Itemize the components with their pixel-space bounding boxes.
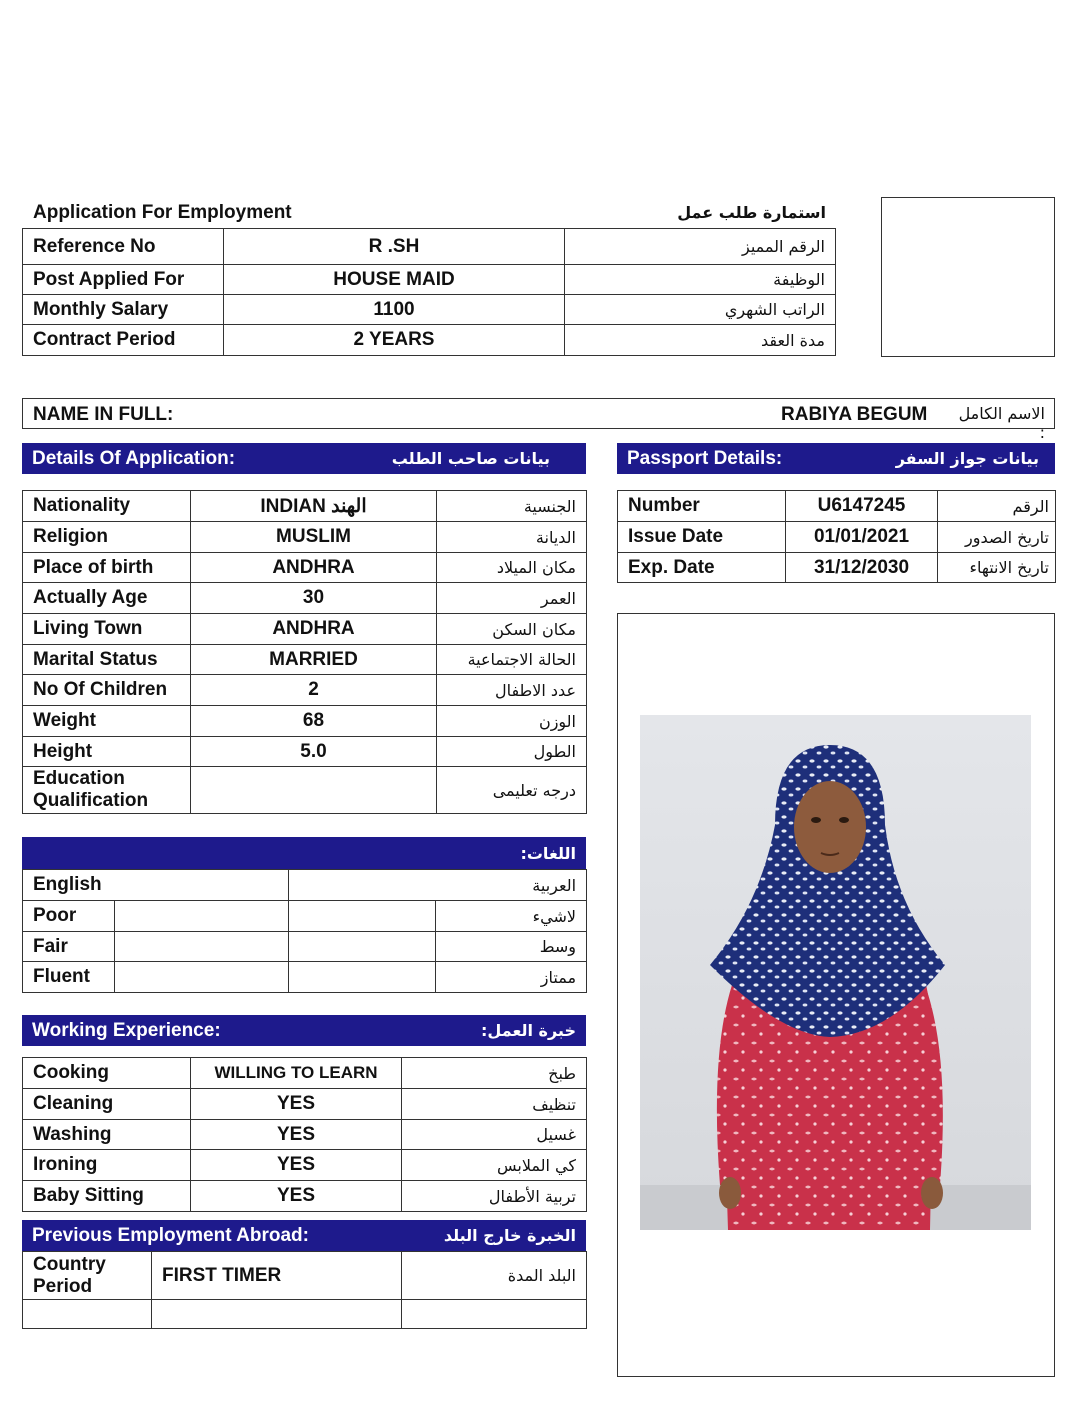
value-cell: YES bbox=[191, 1150, 402, 1181]
table-row bbox=[23, 1181, 587, 1212]
label-cell: Contract Period bbox=[23, 325, 224, 356]
abroad-label-line1: Country bbox=[33, 1253, 106, 1275]
abroad-table bbox=[22, 1251, 587, 1329]
table-row bbox=[23, 265, 836, 295]
value-cell: 01/01/2021 bbox=[786, 522, 938, 553]
label-cell: Religion bbox=[23, 522, 191, 553]
label-cell: Nationality bbox=[23, 491, 191, 522]
details-table bbox=[22, 490, 587, 814]
label-ar-cell: عدد الاطفال bbox=[437, 675, 587, 706]
label-ar-cell: مكان الميلاد bbox=[437, 553, 587, 583]
education-label-line2: Qualification bbox=[33, 790, 149, 811]
label-ar-cell: الجنسية bbox=[437, 491, 587, 522]
label-cell: Washing bbox=[23, 1120, 191, 1150]
experience-table bbox=[22, 1057, 587, 1212]
label-cell: Poor bbox=[23, 901, 115, 932]
value-cell: 31/12/2030 bbox=[786, 553, 938, 583]
details-title-ar: بيانات صاحب الطلب bbox=[391, 449, 550, 468]
table-row bbox=[23, 583, 587, 614]
label-ar-cell: الحالة الاجتماعية bbox=[437, 645, 587, 675]
passport-table bbox=[617, 490, 1056, 583]
table-row bbox=[23, 1252, 587, 1300]
abroad-value-cell: FIRST TIMER bbox=[152, 1252, 402, 1300]
table-row bbox=[23, 1300, 587, 1329]
languages-title-ar: اللغات: bbox=[520, 843, 576, 863]
table-row bbox=[618, 522, 1056, 553]
value-cell: R .SH bbox=[224, 229, 565, 265]
details-header-bar bbox=[22, 443, 586, 474]
value-cell: YES bbox=[191, 1120, 402, 1150]
value-cell: 2 YEARS bbox=[224, 325, 565, 356]
label-cell: Ironing bbox=[23, 1150, 191, 1181]
small-photo-box bbox=[881, 197, 1055, 357]
label-cell: Monthly Salary bbox=[23, 295, 224, 325]
name-label: NAME IN FULL: bbox=[33, 404, 174, 425]
table-row bbox=[618, 553, 1056, 583]
label-cell: Living Town bbox=[23, 614, 191, 645]
abroad-label-cell bbox=[23, 1252, 152, 1300]
table-row bbox=[23, 295, 836, 325]
abroad-label-ar-cell: البلد المدة bbox=[402, 1252, 587, 1300]
table-row bbox=[23, 962, 587, 993]
table-row bbox=[23, 1120, 587, 1150]
label-cell: Height bbox=[23, 737, 191, 767]
label-ar-cell: ممتاز bbox=[436, 962, 587, 993]
passport-title: Passport Details: bbox=[627, 447, 783, 469]
arabic-level-cell bbox=[289, 962, 436, 993]
english-level-cell bbox=[115, 901, 289, 932]
label-ar-cell: تنظيف bbox=[402, 1089, 587, 1120]
name-row bbox=[22, 398, 1055, 442]
candidate-photo bbox=[640, 715, 1031, 1230]
arabic-level-cell bbox=[289, 932, 436, 962]
value-cell: WILLING TO LEARN bbox=[191, 1058, 402, 1089]
empty-cell bbox=[152, 1300, 402, 1329]
name-label-ar: الاسم الكامل : bbox=[958, 404, 1045, 442]
experience-header-bar bbox=[22, 1015, 586, 1046]
label-ar-cell: وسط bbox=[436, 932, 587, 962]
table-row bbox=[23, 1058, 587, 1089]
value-cell: MARRIED bbox=[191, 645, 437, 675]
empty-cell bbox=[23, 1300, 152, 1329]
value-cell: YES bbox=[191, 1181, 402, 1212]
label-ar-cell: طبخ bbox=[402, 1058, 587, 1089]
name-value: RABIYA BEGUM bbox=[781, 404, 928, 425]
candidate-photo-illustration bbox=[640, 715, 1031, 1230]
label-ar-cell: الوزن bbox=[437, 706, 587, 737]
experience-title: Working Experience: bbox=[32, 1019, 221, 1041]
form-title: Application For Employment bbox=[33, 202, 292, 223]
education-label-ar-cell: درجه تعليمى bbox=[437, 767, 587, 814]
abroad-title-ar: الخبرة خارج البلد bbox=[443, 1226, 576, 1245]
value-cell: 5.0 bbox=[191, 737, 437, 767]
table-row bbox=[23, 767, 587, 814]
table-row bbox=[23, 1089, 587, 1120]
value-cell: 2 bbox=[191, 675, 437, 706]
value-cell: YES bbox=[191, 1089, 402, 1120]
label-cell: Cooking bbox=[23, 1058, 191, 1089]
form-title-ar: استمارة طلب عمل bbox=[677, 203, 826, 222]
label-ar-cell: مكان السكن bbox=[437, 614, 587, 645]
languages-header-bar bbox=[22, 837, 586, 869]
passport-title-ar: بيانات جواز السفر bbox=[895, 449, 1039, 468]
table-row bbox=[23, 932, 587, 962]
label-cell: Actually Age bbox=[23, 583, 191, 614]
value-cell: MUSLIM bbox=[191, 522, 437, 553]
label-cell: Reference No bbox=[23, 229, 224, 265]
abroad-label-line2: Period bbox=[33, 1275, 93, 1297]
table-row bbox=[23, 229, 836, 265]
english-level-cell bbox=[115, 932, 289, 962]
empty-cell bbox=[402, 1300, 587, 1329]
table-row bbox=[23, 870, 587, 901]
label-cell: Place of birth bbox=[23, 553, 191, 583]
table-row bbox=[23, 675, 587, 706]
table-row bbox=[23, 325, 836, 356]
label-ar-cell: غسيل bbox=[402, 1120, 587, 1150]
label-cell: Fair bbox=[23, 932, 115, 962]
label-ar-cell: لاشيء bbox=[436, 901, 587, 932]
value-cell: U6147245 bbox=[786, 491, 938, 522]
label-cell: Post Applied For bbox=[23, 265, 224, 295]
details-title: Details Of Application: bbox=[32, 447, 236, 469]
language-arabic-cell: العربية bbox=[289, 870, 587, 901]
label-cell: Issue Date bbox=[618, 522, 786, 553]
table-row bbox=[23, 1150, 587, 1181]
table-row bbox=[23, 645, 587, 675]
value-cell: 1100 bbox=[224, 295, 565, 325]
label-cell: Weight bbox=[23, 706, 191, 737]
label-cell: Cleaning bbox=[23, 1089, 191, 1120]
value-cell: INDIAN الهند bbox=[191, 491, 437, 522]
label-cell: Marital Status bbox=[23, 645, 191, 675]
value-cell: ANDHRA bbox=[191, 553, 437, 583]
english-level-cell bbox=[115, 962, 289, 993]
label-ar-cell: الرقم bbox=[938, 491, 1056, 522]
abroad-header-bar bbox=[22, 1220, 586, 1251]
passport-header-bar bbox=[617, 443, 1055, 474]
label-ar-cell: تاريخ الصدور bbox=[938, 522, 1056, 553]
value-cell: HOUSE MAID bbox=[224, 265, 565, 295]
education-label-cell bbox=[23, 767, 191, 814]
education-value-cell bbox=[191, 767, 437, 814]
label-ar-cell: العمر bbox=[437, 583, 587, 614]
value-cell: 30 bbox=[191, 583, 437, 614]
label-cell: No Of Children bbox=[23, 675, 191, 706]
label-ar-cell: الديانة bbox=[437, 522, 587, 553]
label-ar-cell: كي الملابس bbox=[402, 1150, 587, 1181]
label-ar-cell: مدة العقد bbox=[565, 325, 836, 356]
label-cell: Fluent bbox=[23, 962, 115, 993]
abroad-title: Previous Employment Abroad: bbox=[32, 1224, 309, 1246]
table-row bbox=[23, 491, 587, 522]
label-ar-cell: الوظيفة bbox=[565, 265, 836, 295]
label-ar-cell: الطول bbox=[437, 737, 587, 767]
experience-title-ar: خبرة العمل: bbox=[481, 1021, 576, 1040]
table-row bbox=[23, 706, 587, 737]
table-row bbox=[23, 522, 587, 553]
value-cell: 68 bbox=[191, 706, 437, 737]
languages-table bbox=[22, 869, 587, 993]
table-row bbox=[23, 614, 587, 645]
label-cell: Baby Sitting bbox=[23, 1181, 191, 1212]
label-ar-cell: الرقم المميز bbox=[565, 229, 836, 265]
label-cell: Number bbox=[618, 491, 786, 522]
language-english-cell: English bbox=[23, 870, 289, 901]
label-ar-cell: تربية الأطفال bbox=[402, 1181, 587, 1212]
table-row bbox=[618, 491, 1056, 522]
label-ar-cell: الراتب الشهري bbox=[565, 295, 836, 325]
label-cell: Exp. Date bbox=[618, 553, 786, 583]
arabic-level-cell bbox=[289, 901, 436, 932]
table-row bbox=[23, 901, 587, 932]
top-info-table bbox=[22, 228, 836, 356]
table-row bbox=[23, 737, 587, 767]
education-label-line1: Education bbox=[33, 768, 125, 789]
label-ar-cell: تاريخ الانتهاء bbox=[938, 553, 1056, 583]
value-cell: ANDHRA bbox=[191, 614, 437, 645]
table-row bbox=[23, 553, 587, 583]
